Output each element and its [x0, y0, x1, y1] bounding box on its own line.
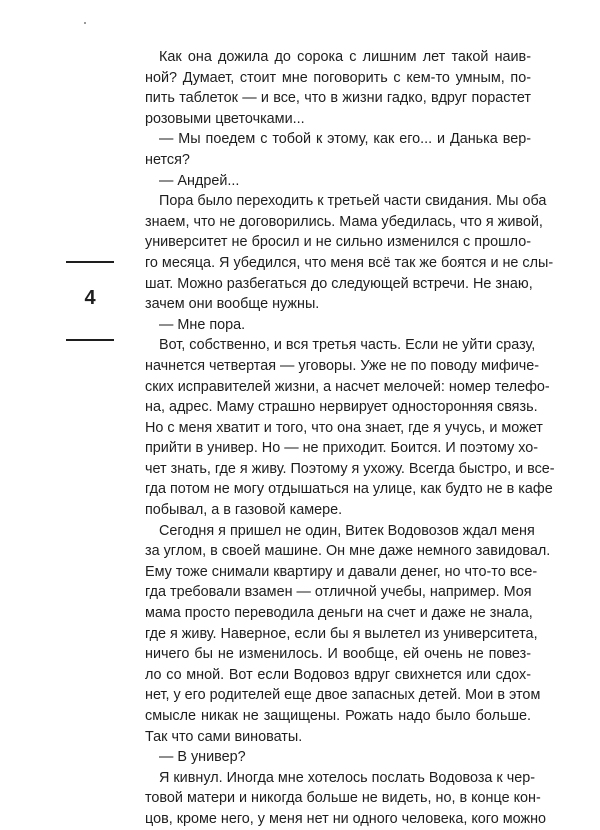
text-line: розовыми цветочками... — [145, 110, 305, 127]
text-line: где я живу. Наверное, если бы я вылетел из университета, — [145, 625, 538, 642]
text-line: — Мне пора. — [159, 316, 246, 333]
text-line: — Мы поедем с тобой к этому, как его... и Данька вер- — [159, 131, 531, 148]
chapter-number: 4 — [84, 287, 96, 309]
text-line: зачем они вообще нужны. — [145, 296, 320, 313]
text-line: за углом, в своей машине. Он мне даже немного завидовал. — [145, 543, 551, 560]
text-line: Сегодня я пришел не один, Витек Водовозов ждал меня — [159, 522, 535, 539]
text-line: на, адрес. Маму страшно нервирует односторонняя связь. — [145, 399, 538, 416]
text-line: товой матери и никогда больше не видеть, но, в конце кон- — [145, 790, 541, 807]
text-line: ной? Думает, стоит мне поговорить с кем-то умным, по- — [145, 69, 531, 86]
text-line: чет знать, где я живу. Поэтому я ухожу. Всегда быстро, и все- — [145, 460, 555, 477]
text-line: ло со мной. Вот если Водовоз вдруг свихнется или сдох- — [145, 666, 531, 683]
text-line: Пора было переходить к третьей части свидания. Мы оба — [159, 193, 547, 210]
body-text — [145, 47, 555, 830]
print-mark — [84, 22, 86, 24]
text-line: нется? — [145, 151, 190, 168]
chapter-rule-bottom — [66, 339, 114, 341]
text-line: — Андрей... — [159, 172, 240, 189]
text-line: Так что сами виноваты. — [145, 728, 303, 745]
text-line: побывал, а в газовой камере. — [145, 502, 343, 519]
text-line: университет не бросил и не сильно изменился с прошло- — [145, 234, 531, 251]
text-line: Я кивнул. Иногда мне хотелось послать Водовоза к чер- — [159, 769, 536, 786]
text-line: мама просто переводила деньги на счет и даже не знала, — [145, 605, 533, 622]
text-line: нет, у его родителей еще двое запасных детей. Мои в этом — [145, 687, 541, 704]
text-line: гда требовали взамен — отличной учебы, например. Моя — [145, 584, 532, 601]
text-line: го месяца. Я убедился, что меня всё так же боятся и не слы- — [145, 254, 554, 271]
text-line: цов, кроме него, у меня нет ни одного человека, кого можно — [145, 810, 547, 827]
text-line: пить таблеток — и все, что в жизни гадко, вдруг порастет — [145, 90, 531, 107]
text-line: знаем, что не договорились. Мама убедилась, что я живой, — [145, 213, 543, 230]
text-line: Ему тоже снимали квартиру и давали денег, но что-то все- — [145, 563, 538, 580]
chapter-marker — [66, 258, 114, 344]
text-line: прийти в универ. Но — не приходит. Боится. И поэтому хо- — [145, 440, 539, 457]
text-line: гда потом не могу отдышаться на улице, как будто не в кафе — [145, 481, 553, 498]
text-line: Вот, собственно, и вся третья часть. Если не уйти сразу, — [159, 337, 536, 354]
text-line: ничего бы не изменилось. И вообще, ей очень не повез- — [145, 646, 531, 663]
text-line: шат. Можно разбегаться до следующей встречи. Не знаю, — [145, 275, 533, 292]
chapter-rule-top — [66, 261, 114, 263]
text-line: Как она дожила до сорока с лишним лет такой наив- — [159, 49, 531, 65]
text-line: смысле никак не защищены. Рожать надо было больше. — [145, 708, 531, 724]
text-line: начнется четвертая — уговоры. Уже не по поводу мифиче- — [145, 357, 540, 374]
text-line: — В универ? — [159, 749, 246, 766]
text-line: ских исправителей жизни, а насчет мелочей: номер телефо- — [145, 378, 550, 395]
text-line: Но с меня хватит и того, что она знает, где я учусь, и может — [145, 419, 543, 436]
